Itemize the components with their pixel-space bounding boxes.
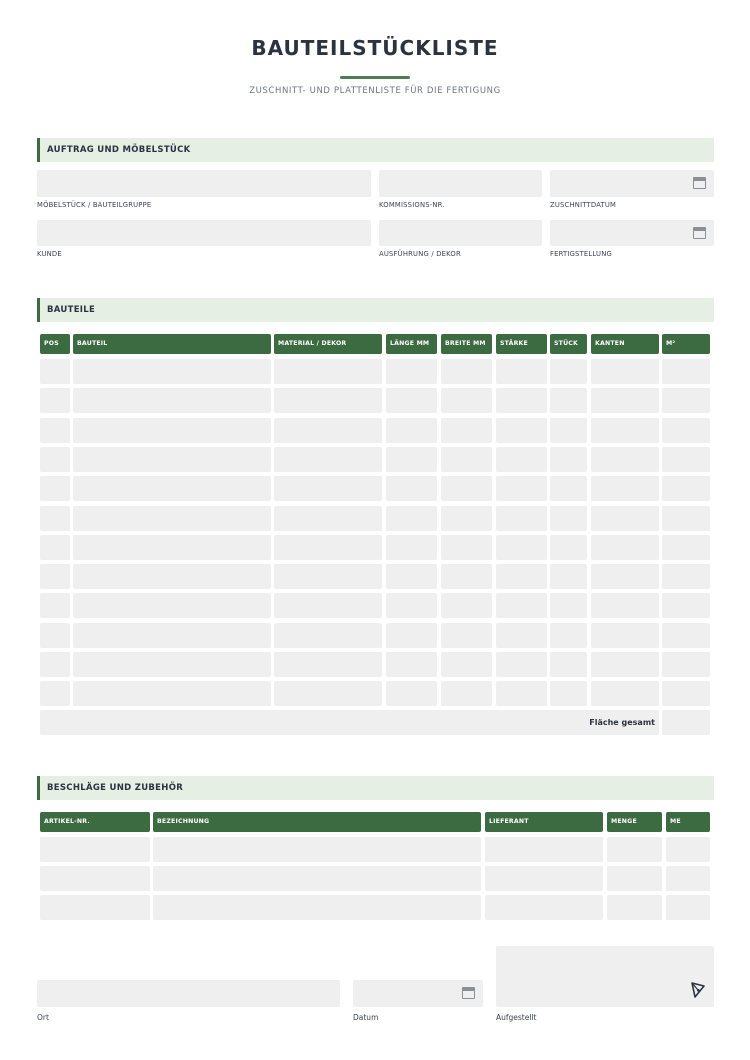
calendar-icon[interactable] <box>693 227 706 239</box>
column-header: M² <box>662 334 710 354</box>
parts-row-cell[interactable] <box>73 476 271 501</box>
parts-row-cell[interactable] <box>550 681 587 706</box>
document-title: BAUTEILSTÜCKLISTE <box>251 36 499 60</box>
parts-row-cell[interactable] <box>591 506 659 531</box>
parts-row-cell[interactable] <box>274 593 382 618</box>
parts-row-cell[interactable] <box>441 476 492 501</box>
column-header: BEZEICHNUNG <box>153 812 481 832</box>
column-header: MATERIAL / DEKOR <box>274 334 382 354</box>
parts-row-cell[interactable] <box>441 623 492 648</box>
kunde-field[interactable] <box>37 220 371 246</box>
hardware-row-cell[interactable] <box>607 866 662 891</box>
parts-row-cell[interactable] <box>40 359 70 384</box>
section-header-parts <box>37 298 714 322</box>
column-header: POS <box>40 334 70 354</box>
parts-row-cell[interactable] <box>591 623 659 648</box>
calendar-icon[interactable] <box>693 177 706 189</box>
parts-row-cell[interactable] <box>274 623 382 648</box>
ort-label: Ort <box>37 1013 49 1022</box>
parts-row-cell[interactable] <box>40 418 70 443</box>
kunde-label: KUNDE <box>37 250 62 258</box>
parts-row-cell[interactable] <box>496 388 547 413</box>
parts-row-cell[interactable] <box>550 623 587 648</box>
pen-nib-icon <box>690 981 706 999</box>
fertigstellung-label: FERTIGSTELLUNG <box>550 250 612 258</box>
parts-row-cell[interactable] <box>274 418 382 443</box>
parts-row-cell[interactable] <box>496 535 547 560</box>
parts-row-cell[interactable] <box>591 681 659 706</box>
parts-row-cell[interactable] <box>274 564 382 589</box>
hardware-row-cell[interactable] <box>40 837 150 862</box>
parts-row-cell[interactable] <box>496 476 547 501</box>
parts-row-cell[interactable] <box>496 564 547 589</box>
parts-row-cell[interactable] <box>441 593 492 618</box>
column-header: STÄRKE <box>496 334 547 354</box>
parts-row-cell[interactable] <box>550 564 587 589</box>
parts-row-cell[interactable] <box>274 535 382 560</box>
parts-row-cell[interactable] <box>591 359 659 384</box>
hardware-row-cell[interactable] <box>485 895 603 920</box>
parts-row-cell[interactable] <box>591 564 659 589</box>
parts-row-cell[interactable] <box>441 447 492 472</box>
parts-row-cell[interactable] <box>274 388 382 413</box>
column-header: ARTIKEL-NR. <box>40 812 150 832</box>
parts-row-cell[interactable] <box>496 447 547 472</box>
parts-row-cell[interactable] <box>73 593 271 618</box>
parts-row-cell[interactable] <box>591 388 659 413</box>
section-header-order <box>37 138 714 162</box>
parts-row-cell[interactable] <box>550 506 587 531</box>
parts-row-cell[interactable] <box>441 564 492 589</box>
parts-row-cell[interactable] <box>496 593 547 618</box>
parts-row-cell[interactable] <box>274 506 382 531</box>
parts-row-cell[interactable] <box>441 652 492 677</box>
parts-row-cell[interactable] <box>386 652 437 677</box>
parts-row-cell[interactable] <box>662 593 710 618</box>
calendar-icon[interactable] <box>462 987 475 999</box>
parts-row-cell[interactable] <box>73 388 271 413</box>
parts-row-cell[interactable] <box>274 652 382 677</box>
parts-row-cell[interactable] <box>550 447 587 472</box>
column-header: LÄNGE MM <box>386 334 437 354</box>
parts-row-cell[interactable] <box>441 388 492 413</box>
total-area-row <box>40 710 659 735</box>
kommission-field[interactable] <box>379 170 542 197</box>
parts-row-cell[interactable] <box>496 418 547 443</box>
hardware-row-cell[interactable] <box>485 837 603 862</box>
parts-row-cell[interactable] <box>662 506 710 531</box>
parts-row-cell[interactable] <box>40 681 70 706</box>
parts-row-cell[interactable] <box>73 447 271 472</box>
parts-row-cell[interactable] <box>386 506 437 531</box>
moebelstueck-field[interactable] <box>37 170 371 197</box>
parts-row-cell[interactable] <box>662 681 710 706</box>
hardware-row-cell[interactable] <box>40 866 150 891</box>
section-title-order: AUFTRAG UND MÖBELSTÜCK <box>47 145 191 155</box>
parts-row-cell[interactable] <box>386 681 437 706</box>
parts-row-cell[interactable] <box>73 359 271 384</box>
parts-row-cell[interactable] <box>496 359 547 384</box>
datum-label: Datum <box>353 1013 379 1022</box>
parts-row-cell[interactable] <box>40 388 70 413</box>
hardware-row-cell[interactable] <box>153 895 481 920</box>
parts-row-cell[interactable] <box>662 418 710 443</box>
parts-row-cell[interactable] <box>591 418 659 443</box>
section-header-hardware <box>37 776 714 800</box>
parts-row-cell[interactable] <box>40 593 70 618</box>
parts-row-cell[interactable] <box>662 564 710 589</box>
column-header: ME <box>666 812 710 832</box>
kommission-label: KOMMISSIONS-NR. <box>379 201 445 209</box>
parts-row-cell[interactable] <box>662 476 710 501</box>
column-header: LIEFERANT <box>485 812 603 832</box>
datum-field[interactable] <box>353 980 483 1007</box>
column-header: KANTEN <box>591 334 659 354</box>
hardware-row-cell[interactable] <box>607 837 662 862</box>
parts-row-cell[interactable] <box>40 476 70 501</box>
zuschnittdatum-field[interactable] <box>550 170 714 197</box>
section-title-hardware: BESCHLÄGE UND ZUBEHÖR <box>47 783 184 793</box>
parts-row-cell[interactable] <box>591 535 659 560</box>
column-header: MENGE <box>607 812 662 832</box>
parts-row-cell[interactable] <box>386 476 437 501</box>
parts-row-cell[interactable] <box>40 623 70 648</box>
section-title-parts: BAUTEILE <box>47 305 96 315</box>
total-area-label: Fläche gesamt <box>589 718 655 727</box>
parts-row-cell[interactable] <box>441 535 492 560</box>
column-header: BAUTEIL <box>73 334 271 354</box>
parts-row-cell[interactable] <box>73 681 271 706</box>
parts-row-cell[interactable] <box>550 535 587 560</box>
parts-row-cell[interactable] <box>662 623 710 648</box>
parts-row-cell[interactable] <box>441 506 492 531</box>
signature-box[interactable] <box>496 946 714 1007</box>
parts-row-cell[interactable] <box>591 652 659 677</box>
parts-row-cell[interactable] <box>386 623 437 648</box>
parts-row-cell[interactable] <box>386 535 437 560</box>
parts-row-cell[interactable] <box>662 359 710 384</box>
column-header: STÜCK <box>550 334 587 354</box>
parts-row-cell[interactable] <box>550 476 587 501</box>
parts-row-cell[interactable] <box>40 447 70 472</box>
parts-row-cell[interactable] <box>274 681 382 706</box>
parts-row-cell[interactable] <box>386 447 437 472</box>
parts-row-cell[interactable] <box>591 447 659 472</box>
hardware-row-cell[interactable] <box>153 837 481 862</box>
parts-row-cell[interactable] <box>73 564 271 589</box>
parts-row-cell[interactable] <box>73 506 271 531</box>
hardware-row-cell[interactable] <box>607 895 662 920</box>
ort-field[interactable] <box>37 980 340 1007</box>
parts-row-cell[interactable] <box>386 593 437 618</box>
ausfuehrung-label: AUSFÜHRUNG / DEKOR <box>379 250 461 258</box>
parts-row-cell[interactable] <box>73 652 271 677</box>
parts-row-cell[interactable] <box>40 535 70 560</box>
hardware-row-cell[interactable] <box>666 895 710 920</box>
parts-row-cell[interactable] <box>550 593 587 618</box>
parts-row-cell[interactable] <box>550 652 587 677</box>
parts-row-cell[interactable] <box>662 652 710 677</box>
hardware-row-cell[interactable] <box>485 866 603 891</box>
hardware-row-cell[interactable] <box>40 895 150 920</box>
parts-row-cell[interactable] <box>550 359 587 384</box>
parts-row-cell[interactable] <box>386 418 437 443</box>
fertigstellung-field[interactable] <box>550 220 714 246</box>
parts-row-cell[interactable] <box>73 623 271 648</box>
hardware-row-cell[interactable] <box>666 866 710 891</box>
moebelstueck-label: MÖBELSTÜCK / BAUTEILGRUPPE <box>37 201 152 209</box>
parts-row-cell[interactable] <box>441 681 492 706</box>
parts-row-cell[interactable] <box>274 447 382 472</box>
hardware-row-cell[interactable] <box>666 837 710 862</box>
parts-row-cell[interactable] <box>550 418 587 443</box>
parts-row-cell[interactable] <box>441 418 492 443</box>
parts-row-cell[interactable] <box>73 418 271 443</box>
parts-row-cell[interactable] <box>40 564 70 589</box>
parts-row-cell[interactable] <box>386 359 437 384</box>
document-subtitle: ZUSCHNITT- UND PLATTENLISTE FÜR DIE FERTIGUNG <box>249 86 501 96</box>
parts-row-cell[interactable] <box>386 564 437 589</box>
parts-row-cell[interactable] <box>496 652 547 677</box>
parts-row-cell[interactable] <box>662 447 710 472</box>
title-underline <box>340 76 410 79</box>
parts-row-cell[interactable] <box>441 359 492 384</box>
total-area-field[interactable] <box>662 710 710 735</box>
parts-row-cell[interactable] <box>662 388 710 413</box>
parts-row-cell[interactable] <box>386 388 437 413</box>
parts-row-cell[interactable] <box>496 623 547 648</box>
parts-row-cell[interactable] <box>662 535 710 560</box>
ausfuehrung-field[interactable] <box>379 220 542 246</box>
hardware-row-cell[interactable] <box>153 866 481 891</box>
parts-row-cell[interactable] <box>274 476 382 501</box>
parts-row-cell[interactable] <box>591 476 659 501</box>
parts-row-cell[interactable] <box>274 359 382 384</box>
parts-row-cell[interactable] <box>73 535 271 560</box>
parts-row-cell[interactable] <box>496 681 547 706</box>
parts-row-cell[interactable] <box>591 593 659 618</box>
aufgestellt-label: Aufgestellt <box>496 1013 537 1022</box>
parts-row-cell[interactable] <box>40 506 70 531</box>
parts-row-cell[interactable] <box>496 506 547 531</box>
column-header: BREITE MM <box>441 334 492 354</box>
parts-row-cell[interactable] <box>550 388 587 413</box>
parts-row-cell[interactable] <box>40 652 70 677</box>
zuschnittdatum-label: ZUSCHNITTDATUM <box>550 201 617 209</box>
